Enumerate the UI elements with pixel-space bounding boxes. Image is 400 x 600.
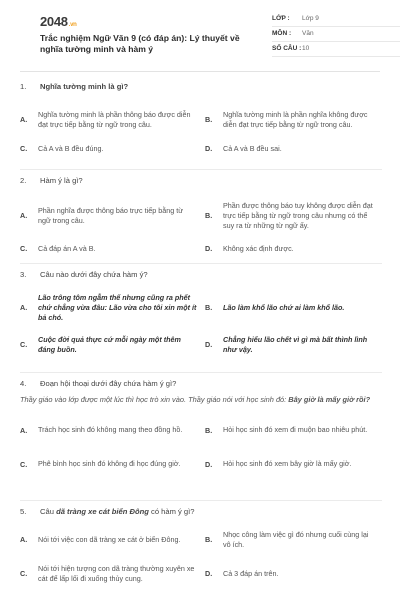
option-letter: B. [205,211,213,221]
meta-key: LỚP : [272,14,290,22]
option-b[interactable] [205,288,382,328]
option-c[interactable] [20,328,205,362]
option-d[interactable] [205,557,382,591]
meta-row-class [272,12,400,27]
option-b[interactable] [205,104,382,136]
option-letter: A. [20,211,28,221]
option-letter: D. [205,144,213,154]
option-letter: D. [205,244,213,254]
option-letter: C. [20,340,28,350]
option-letter: C. [20,144,28,154]
option-letter: D. [205,459,213,469]
option-a[interactable] [20,523,205,557]
logo-suffix: .vn [68,22,77,28]
dialogue-passage [20,395,382,405]
option-text: Phần được thông báo tuy không được diễn đạt trực tiếp bằng từ ngữ trong câu nhưng có thể suy ra từ những từ ngữ ấy. [223,200,373,231]
meta-key: MÔN : [272,29,292,37]
option-d[interactable] [205,328,382,362]
passage-text: Thầy giáo vào lớp được một lúc thì học trò xin vào. Thầy giáo nói với học sinh đó: [20,395,287,405]
option-a[interactable] [20,196,205,236]
option-c[interactable] [20,448,205,482]
options-grid [20,288,382,362]
option-d[interactable] [205,136,382,162]
option-text: Hỏi học sinh đó xem bây giờ là mấy giờ. [223,459,352,469]
question-number: 2. [20,176,27,185]
option-text: Cả A và B đều đúng. [38,144,104,154]
option-letter: C. [20,244,28,254]
question-text: Câu nào dưới đây chứa hàm ý? [40,270,148,279]
option-text: Cả đáp án A và B. [38,244,96,254]
option-letter: C. [20,459,28,469]
question-4 [20,379,382,482]
option-c[interactable] [20,236,205,262]
option-letter: A. [20,115,28,125]
option-text: Trách học sinh đó không mang theo đồng hồ. [38,425,183,435]
option-letter: B. [205,425,213,435]
question-3 [20,270,382,362]
option-text: Cả A và B đều sai. [223,144,282,154]
option-text: Lão làm khổ lão chứ ai làm khổ lão. [223,303,345,313]
question-header [20,176,382,186]
question-header [20,379,382,389]
divider [20,372,382,373]
option-c[interactable] [20,136,205,162]
option-letter: A. [20,535,28,545]
question-text-pre: Câu [40,507,54,516]
divider [20,263,382,264]
meta-value: 10 [302,44,310,52]
option-b[interactable] [205,523,382,557]
meta-row-subject [272,27,400,42]
option-letter: D. [205,569,213,579]
question-header [20,82,382,92]
option-letter: A. [20,425,28,435]
options-grid [20,196,382,262]
options-grid [20,523,382,591]
question-number: 1. [20,82,27,91]
meta-table [272,12,400,57]
question-text-post: có hàm ý gì? [151,507,195,516]
option-d[interactable] [205,448,382,482]
question-header [20,270,382,280]
option-letter: D. [205,340,213,350]
option-text: Cuộc đời quả thực cứ mỗi ngày một thêm đáng buồn. [38,334,181,355]
option-a[interactable] [20,104,205,136]
option-c[interactable] [20,557,205,591]
question-text [40,507,195,517]
option-text: Nghĩa tường minh là phần nghĩa không được diễn đạt trực tiếp bằng từ ngữ trong câu. [223,109,368,130]
question-header [20,507,382,517]
option-a[interactable] [20,414,205,448]
option-text: Nhọc công làm việc gì đó nhưng cuối cùng lại vô ích. [223,529,369,550]
question-number: 4. [20,379,27,388]
question-text-highlight: dã tràng xe cát biển Đông [56,507,149,516]
option-text: Chẳng hiểu lão chết vì gì mà bất thình lình như vậy. [223,334,368,355]
meta-value: Lớp 9 [302,14,319,22]
divider [20,500,382,501]
option-b[interactable] [205,196,382,236]
option-d[interactable] [205,236,382,262]
question-1 [20,82,382,162]
option-text: Nghĩa tường minh là phần thông báo được diễn đạt trực tiếp bằng từ ngữ trong câu. [38,109,191,130]
passage-question: Bây giờ là mấy giờ rồi? [288,395,371,405]
option-text: Phần nghĩa được thông báo trực tiếp bằng từ ngữ trong câu. [38,205,184,226]
question-5 [20,507,382,591]
page-title: Trắc nghiệm Ngữ Văn 9 (có đáp án): Lý thuyết về nghĩa tường minh và hàm ý [40,33,240,54]
meta-row-count [272,42,400,57]
option-letter: A. [20,303,28,313]
site-logo[interactable] [40,13,77,31]
option-letter: C. [20,569,28,579]
option-text: Cả 3 đáp án trên. [223,569,279,579]
options-grid [20,414,382,482]
meta-key: SỐ CÂU : [272,44,302,52]
option-letter: B. [205,115,213,125]
option-text: Nói tới việc con dã tràng xe cát ở biển Đông. [38,535,181,545]
question-text: Hàm ý là gì? [40,176,83,185]
option-text: Lão trông tôm ngẫm thế nhưng cũng ra phết chứ chẳng vừa đâu: Lão vừa cho tôi xin một ít bả chó. [38,292,197,323]
option-b[interactable] [205,414,382,448]
question-text: Đoạn hội thoại dưới đây chứa hàm ý gì? [40,379,177,388]
option-letter: B. [205,303,213,313]
option-text: Nói tới hiện tượng con dã tràng thường xuyên xe cát để lấp lối đi xuống thủy cung. [38,563,195,584]
divider [20,169,382,170]
question-2 [20,176,382,262]
options-grid [20,104,382,162]
option-text: Không xác định được. [223,244,294,254]
option-text: Phê bình học sinh đó không đi học đúng giờ. [38,459,181,469]
option-a[interactable] [20,288,205,328]
question-text: Nghĩa tường minh là gì? [40,82,129,91]
question-number: 3. [20,270,27,279]
question-number: 5. [20,507,27,516]
option-text: Hỏi học sinh đó xem đi muộn bao nhiêu phút. [223,425,368,435]
meta-value: Văn [302,29,314,37]
logo-main: 2048 [40,14,68,29]
document-header [20,0,380,72]
option-letter: B. [205,535,213,545]
